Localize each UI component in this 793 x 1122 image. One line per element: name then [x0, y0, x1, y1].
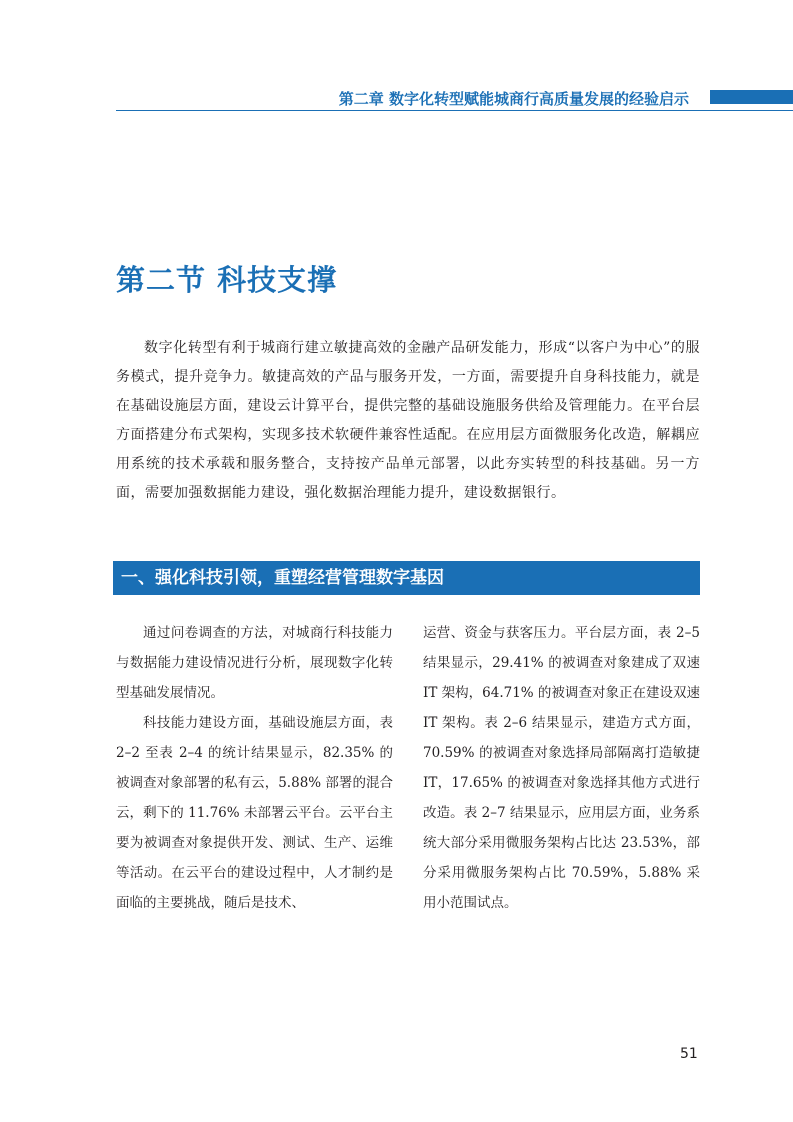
body-column-right	[423, 618, 700, 918]
body-paragraph: 科技能力建设方面，基础设施层方面，表 2–2 至表 2–4 的统计结果显示，82.35% 的被调查对象部署的私有云，5.88% 部署的混合云，剩下的 11.76% 未部署云平台。云平台主要为被调查对象提供开发、测试、生产、运维等活动。在云平台的建设过程中，人才制约是面临的主要挑战，随后是技术、	[116, 715, 393, 911]
body-column-left	[116, 618, 393, 918]
section-title: 第二节 科技支撑	[116, 263, 338, 297]
chapter-header-title: 第二章 数字化转型赋能城商行高质量发展的经验启示	[338, 90, 689, 108]
subsection-heading: 一、强化科技引领，重塑经营管理数字基因	[113, 561, 700, 595]
body-paragraph-continued: 运营、资金与获客压力。平台层方面，表 2–5 结果显示，29.41% 的被调查对象建成了双速 IT 架构，64.71% 的被调查对象正在建设双速 IT 架构。表 2–6 结果显示，建造方式方面，70.59% 的被调查对象选择局部隔离打造敏捷 IT，17.65% 的被调查对象选择其他方式进行改造。表 2–7 结果显示，应用层方面，业务系统大部分采用微服务架构占比达 23.53%，部分采用微服务架构占比 70.59%，5.88% 采用小范围试点。	[423, 625, 700, 911]
page-number: 51	[680, 1046, 698, 1062]
body-paragraph: 通过问卷调查的方法，对城商行科技能力与数据能力建设情况进行分析，展现数字化转型基础发展情况。	[116, 625, 393, 701]
header-rule	[116, 110, 793, 111]
intro-paragraph: 数字化转型有利于城商行建立敏捷高效的金融产品研发能力，形成“以客户为中心”的服务模式，提升竞争力。敏捷高效的产品与服务开发，一方面，需要提升自身科技能力，就是在基础设施层方面，建设云计算平台，提供完整的基础设施服务供给及管理能力。在平台层方面搭建分布式架构，实现多技术软硬件兼容性适配。在应用层方面微服务化改造，解耦应用系统的技术承载和服务整合，支持按产品单元部署，以此夯实转型的科技基础。另一方面，需要加强数据能力建设，强化数据治理能力提升，建设数据银行。	[116, 340, 700, 501]
header-accent-bar	[710, 90, 793, 104]
